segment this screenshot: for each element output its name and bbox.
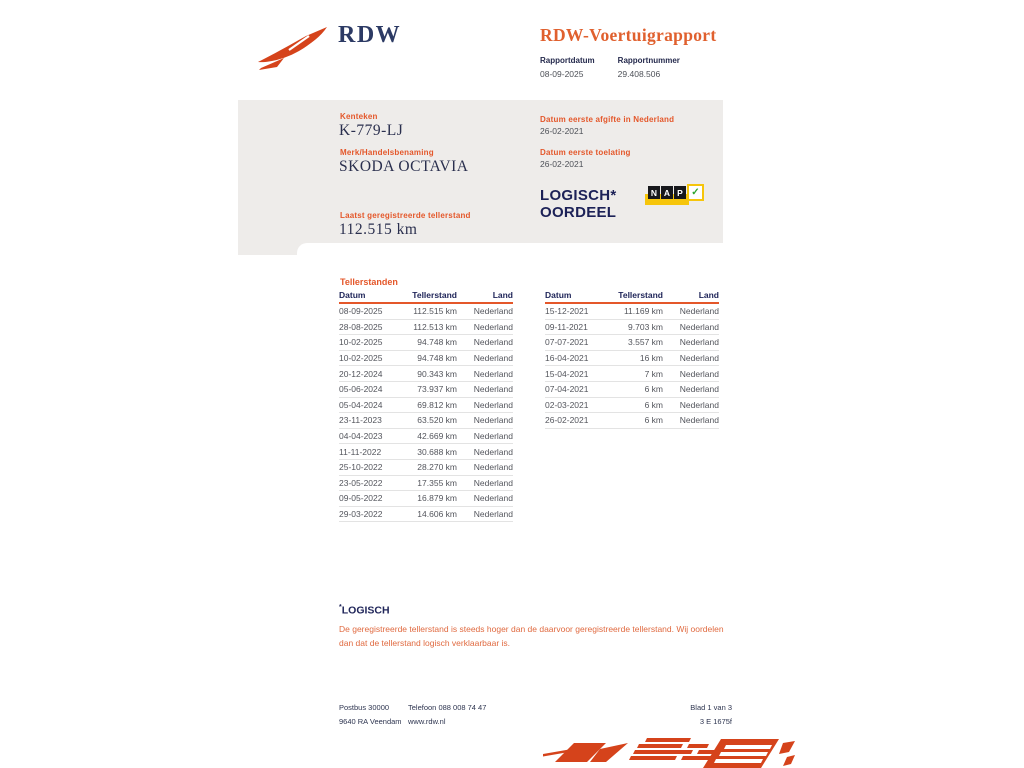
odometer-cell: 3.557 km (628, 337, 663, 348)
odometer-cell: 16.879 km (417, 493, 457, 504)
oordeel-verdict (540, 188, 617, 221)
country-cell: Nederland (473, 462, 513, 473)
date-cell: 07-04-2021 (545, 384, 589, 395)
country-cell: Nederland (473, 306, 513, 317)
footnote-asterisk: * (339, 604, 342, 611)
country-cell: Nederland (679, 321, 719, 332)
table-row (339, 398, 513, 414)
odometer-cell: 6 km (644, 399, 663, 410)
wing-stripes-icon (543, 736, 795, 768)
table-row (339, 351, 513, 367)
odometer-cell: 28.270 km (417, 462, 457, 473)
country-cell: Nederland (679, 368, 719, 379)
table-header-row (339, 290, 513, 304)
footer-address2: 9640 RA Veendam (339, 716, 402, 726)
country-cell: Nederland (679, 337, 719, 348)
date-cell: 02-03-2021 (545, 399, 589, 410)
country-cell: Nederland (473, 337, 513, 348)
afgifte-value: 26-02-2021 (540, 126, 584, 136)
odometer-table-left (339, 290, 513, 522)
country-cell: Nederland (473, 446, 513, 457)
country-cell: Nederland (473, 431, 513, 442)
table-row (545, 304, 719, 320)
report-title: RDW-Voertuigrapport (540, 25, 717, 45)
country-cell: Nederland (473, 353, 513, 364)
date-cell: 20-12-2024 (339, 368, 383, 379)
report-number-label: Rapportnummer (617, 56, 680, 65)
country-cell: Nederland (679, 415, 719, 426)
table-row (339, 304, 513, 320)
table-row (545, 335, 719, 351)
country-cell: Nederland (473, 384, 513, 395)
date-cell: 28-08-2025 (339, 321, 383, 332)
column-header: Tellerstand (618, 290, 663, 300)
odometer-table-right (545, 290, 719, 429)
merk-value: SKODA OCTAVIA (339, 158, 469, 175)
date-cell: 23-05-2022 (339, 477, 383, 488)
country-cell: Nederland (473, 493, 513, 504)
table-row (339, 320, 513, 336)
table-body (545, 304, 719, 429)
odometer-cell: 69.812 km (417, 399, 457, 410)
report-date-label: Rapportdatum (540, 56, 595, 65)
date-cell: 23-11-2023 (339, 415, 382, 426)
odometer-cell: 112.513 km (413, 321, 457, 332)
report-number-block (618, 56, 680, 79)
table-row (339, 335, 513, 351)
date-cell: 09-11-2021 (545, 321, 588, 332)
footer-page-number: Blad 1 van 3 (690, 702, 732, 712)
odometer-cell: 42.669 km (417, 431, 457, 442)
footnote-title (339, 604, 734, 617)
country-cell: Nederland (473, 415, 513, 426)
footnote-title-text: LOGISCH (341, 604, 390, 617)
table-row (545, 398, 719, 414)
merk-label: Merk/Handelsbenaming (340, 148, 434, 157)
footer-row-1 (339, 700, 732, 714)
date-cell: 15-04-2021 (545, 368, 589, 379)
table-row (545, 320, 719, 336)
bottom-wing-graphic (543, 736, 795, 768)
odometer-cell: 73.937 km (417, 384, 457, 395)
footer-address1: Postbus 30000 (339, 702, 390, 712)
tellerstand-value: 112.515 km (339, 221, 418, 238)
odometer-cell: 63.520 km (417, 415, 457, 426)
table-row (339, 413, 513, 429)
country-cell: Nederland (679, 384, 719, 395)
table-row (545, 413, 719, 429)
country-cell: Nederland (679, 353, 719, 364)
nap-tiles (648, 186, 704, 201)
table-body (339, 304, 513, 522)
toelating-value: 26-02-2021 (540, 159, 584, 169)
country-cell: Nederland (679, 399, 719, 410)
tellerstanden-section-title: Tellerstanden (340, 277, 398, 287)
country-cell: Nederland (679, 306, 719, 317)
odometer-cell: 14.606 km (417, 509, 457, 520)
afgifte-label: Datum eerste afgifte in Nederland (540, 115, 675, 124)
country-cell: Nederland (473, 399, 513, 410)
report-date-value: 08-09-2025 (540, 69, 584, 79)
date-cell: 29-03-2022 (339, 509, 383, 520)
table-row (545, 382, 719, 398)
table-row (339, 444, 513, 460)
footer-website: www.rdw.nl (408, 716, 446, 726)
country-cell: Nederland (473, 509, 513, 520)
odometer-cell: 30.688 km (417, 446, 457, 457)
nap-letter-p: P (674, 186, 686, 199)
odometer-cell: 17.355 km (417, 477, 457, 488)
tellerstand-label: Laatst geregistreerde tellerstand (340, 211, 471, 220)
table-row (545, 351, 719, 367)
date-cell: 10-02-2025 (339, 337, 383, 348)
table-header-row (545, 290, 719, 304)
oordeel-line2: OORDEEL (540, 203, 617, 221)
table-row (339, 460, 513, 476)
odometer-cell: 16 km (639, 353, 663, 364)
date-cell: 15-12-2021 (545, 306, 589, 317)
table-row (339, 429, 513, 445)
footer-phone: Telefoon 088 008 74 47 (408, 702, 487, 712)
report-date-block (540, 56, 595, 79)
date-cell: 09-05-2022 (339, 493, 383, 504)
kenteken-value: K-779-LJ (339, 122, 404, 139)
date-cell: 16-04-2021 (545, 353, 589, 364)
table-row (339, 507, 513, 523)
report-number-value: 29.408.506 (617, 69, 661, 79)
odometer-cell: 112.515 km (413, 306, 457, 317)
odometer-cell: 7 km (644, 368, 663, 379)
footer-row-2 (339, 714, 732, 728)
rdw-wordmark: RDW (338, 22, 402, 48)
column-header: Land (492, 290, 513, 300)
odometer-cell: 6 km (644, 415, 663, 426)
nap-logo (648, 186, 702, 208)
report-meta (540, 56, 680, 79)
date-cell: 11-11-2022 (339, 446, 382, 457)
odometer-cell: 94.748 km (417, 353, 457, 364)
nap-letter-n: N (648, 186, 660, 199)
column-header: Tellerstand (412, 290, 457, 300)
column-header: Land (698, 290, 719, 300)
panel-rounded-notch (297, 243, 724, 256)
page-footer (339, 700, 732, 728)
date-cell: 08-09-2025 (339, 306, 383, 317)
footer-form-code: 3 E 1675f (699, 716, 732, 726)
odometer-cell: 9.703 km (628, 321, 663, 332)
table-row (339, 366, 513, 382)
date-cell: 05-06-2024 (339, 384, 383, 395)
table-row (545, 366, 719, 382)
table-row (339, 382, 513, 398)
country-cell: Nederland (473, 321, 513, 332)
nap-check-icon: ✓ (687, 184, 704, 201)
nap-letter-a: A (661, 186, 673, 199)
date-cell: 25-10-2022 (339, 462, 383, 473)
date-cell: 04-04-2023 (339, 431, 383, 442)
column-header: Datum (339, 290, 366, 300)
country-cell: Nederland (473, 477, 513, 488)
oordeel-line1: LOGISCH* (540, 187, 617, 204)
odometer-cell: 6 km (644, 384, 663, 395)
rdw-wing-logo-icon (256, 25, 334, 73)
odometer-cell: 90.343 km (417, 368, 457, 379)
table-row (339, 491, 513, 507)
logisch-footnote (339, 604, 734, 650)
kenteken-label: Kenteken (340, 112, 378, 121)
footnote-text: De geregistreerde tellerstand is steeds hoger dan de daarvoor geregistreerde tellerstand. Wij oordelen dan dat de tellerstand logisch verklaarbaar is. (339, 623, 724, 648)
date-cell: 10-02-2025 (339, 353, 383, 364)
date-cell: 07-07-2021 (545, 337, 589, 348)
column-header: Datum (545, 290, 572, 300)
table-row (339, 476, 513, 492)
date-cell: 05-04-2024 (339, 399, 383, 410)
toelating-label: Datum eerste toelating (540, 148, 631, 157)
date-cell: 26-02-2021 (545, 415, 589, 426)
odometer-cell: 11.169 km (623, 306, 663, 317)
country-cell: Nederland (473, 368, 513, 379)
odometer-cell: 94.748 km (417, 337, 457, 348)
